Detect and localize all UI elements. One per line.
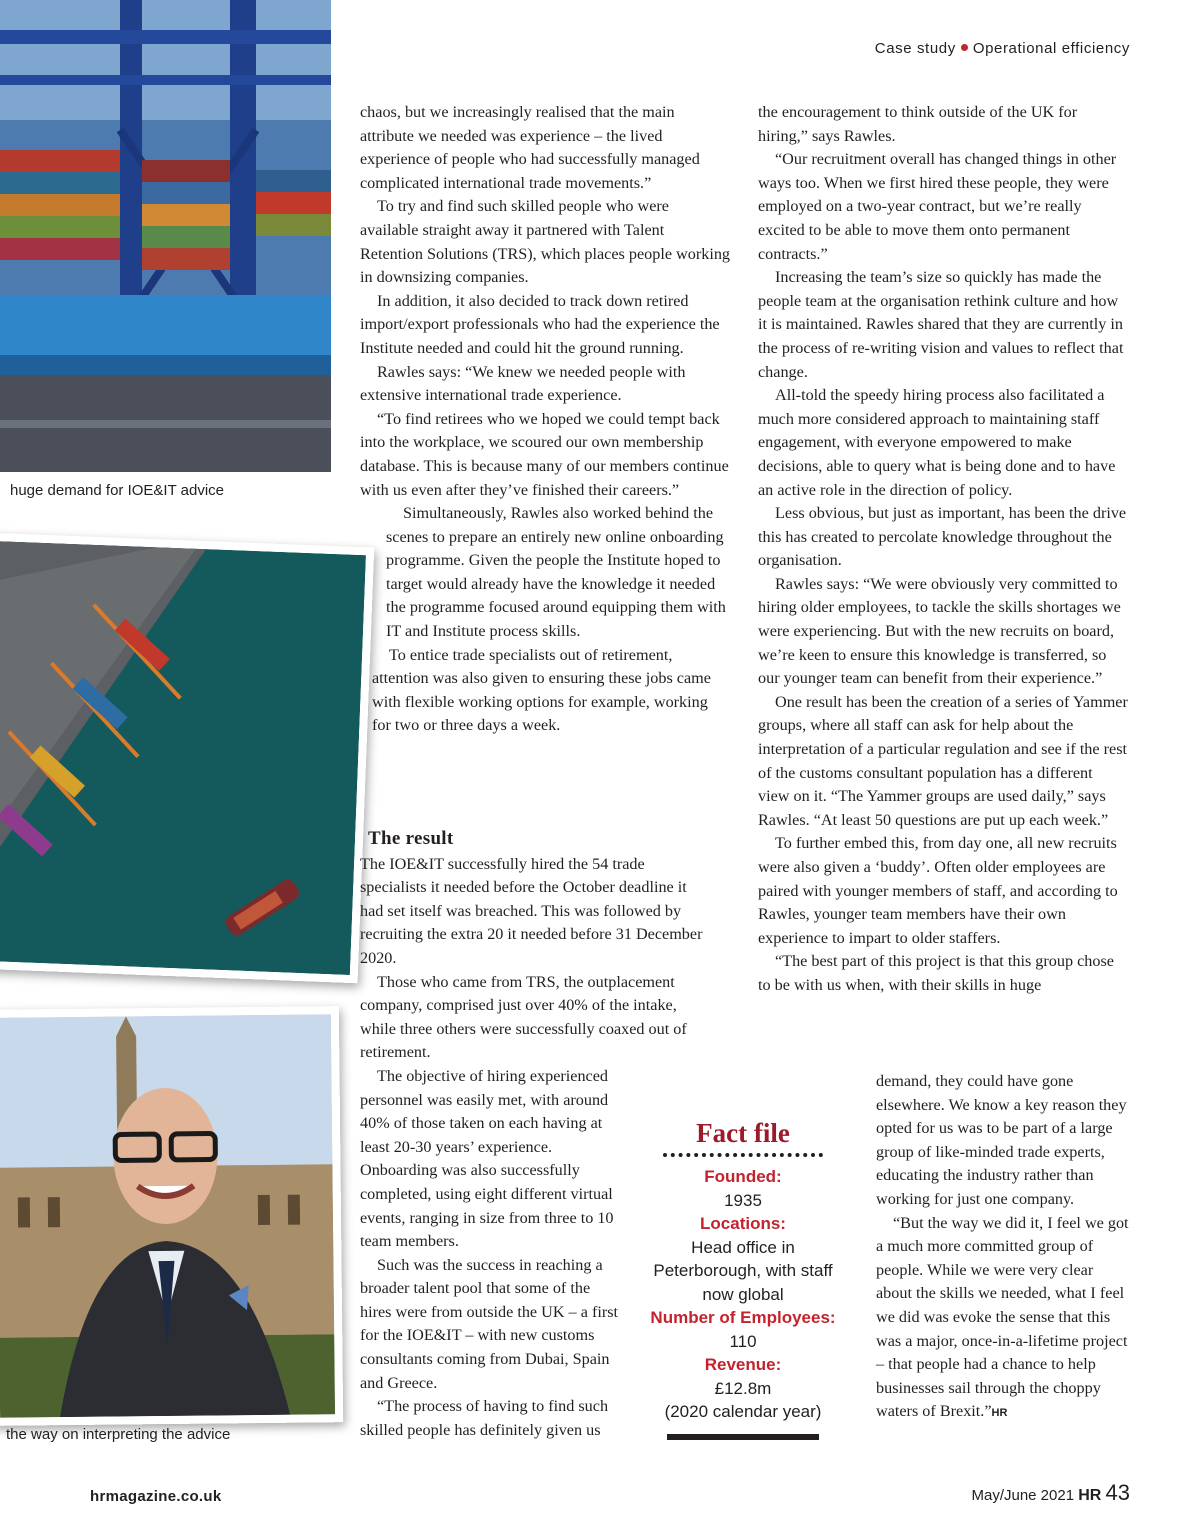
paragraph: “Our recruitment overall has changed things in other ways too. When we first hired these people, they were employed on a two-year contract, but we’re really excited to be able to move them onto permanent contracts.”: [758, 150, 1117, 263]
fact-value-employees: 110: [729, 1331, 757, 1351]
footer-issue: May/June 2021: [971, 1487, 1075, 1504]
paragraph: the encouragement to think outside of the UK for hiring,” says Rawles.: [758, 103, 1078, 145]
fact-value-revenue-note: (2020 calendar year): [664, 1402, 822, 1421]
footer-folio: [971, 1480, 1130, 1506]
article-column-left-upper: [360, 101, 730, 738]
end-mark: HR: [991, 1407, 1008, 1420]
fact-label-founded: Founded:: [704, 1167, 782, 1186]
paragraph: [876, 1212, 1132, 1426]
paragraph: The IOE&IT successfully hired the 54 trade specialists it needed before the October deadline it had set itself was breached. This was followed by recruiting the extra 20 it needed before 31 December 2020.: [360, 854, 703, 967]
paragraph: chaos, but we increasingly realised that the main attribute we needed was experience – the lived experience of people who had successfully managed complicated international trade movements.”: [360, 103, 700, 192]
footer-website: hrmagazine.co.uk: [90, 1488, 222, 1505]
paragraph: To further embed this, from day one, all new recruits were also given a ‘buddy’. Often older employees are paired with younger members of staff, and according to Rawles, younger team members have their own experience to impart to older staffers.: [758, 834, 1118, 947]
paragraph: Increasing the team’s size so quickly has made the people team at the organisation rethink culture and how it is maintained. Rawles shared that they are currently in the process of re-writing vision and values to reflect that change.: [758, 268, 1124, 381]
footer-brand: HR: [1078, 1487, 1102, 1504]
paragraph: Rawles says: “We were obviously very committed to hiring older employees, to tackle the skills shortages we were experiencing. But with the new recruits on board, we’re keen to ensure this knowledge is transferred, so our younger team can benefit from their experience.”: [758, 574, 1121, 688]
paragraph: “The process of having to find such skilled people has definitely given us: [360, 1397, 609, 1439]
paragraph: To entice trade specialists out of retirement, attention was also given to ensuring these jobs came with flexible working options for example, working for two or three days a week.: [372, 645, 711, 735]
container-port-crane-photo: [0, 0, 331, 472]
fact-file-box: [640, 1118, 846, 1440]
article-column-right-lower: [876, 1070, 1132, 1426]
port-crane-illustration: [0, 0, 331, 472]
photo-caption-bottom: the way on interpreting the advice: [6, 1426, 231, 1443]
closing-quote-text: “But the way we did it, I feel we got a much more committed group of people. While we were very clear about the skills we needed, what I feel we did was evoke the sense that this was a major, once-in-a-lifetime project – that people had a chance to help businesses sail through the choppy waters of Brexit.”: [876, 1213, 1129, 1421]
photo-caption-top: huge demand for IOE&IT advice: [10, 482, 225, 499]
page-number: 43: [1105, 1480, 1130, 1505]
running-header: [875, 40, 1130, 57]
header-dot-icon: [961, 44, 968, 51]
dotted-divider: [663, 1153, 823, 1157]
fact-value-locations: Head office in Peterborough, with staff now global: [653, 1237, 833, 1304]
paragraph: Those who came from TRS, the outplacement company, comprised just over 40% of the intake, while three others were successfully coaxed out of retirement.: [360, 972, 687, 1062]
portrait-man-glasses-photo: [0, 1006, 343, 1426]
aerial-container-port-photo: [0, 533, 374, 983]
fact-file-rule: [667, 1434, 819, 1440]
paragraph: “To find retirees who we hoped we could tempt back into the workplace, we scoured our own membership database. This is because many of our members continue with us even after they’ve finished their careers.”: [360, 409, 729, 499]
portrait-illustration: [0, 1014, 335, 1417]
paragraph: All-told the speedy hiring process also facilitated a much more considered approach to maintaining staff engagement, with everyone empowered to make decisions, able to query what is being done and to have an active role in the direction of policy.: [758, 386, 1116, 499]
fact-label-locations: Locations:: [700, 1214, 786, 1233]
paragraph: One result has been the creation of a series of Yammer groups, where all staff can ask for help about the interpretation of a particular regulation and see if the rest of the customs consultant population has a different view on it. “The Yammer groups are used daily,” says Rawles. “At least 50 questions are put up each week.”: [758, 692, 1128, 829]
fact-label-employees: Number of Employees:: [650, 1308, 836, 1327]
header-topic: Operational efficiency: [972, 40, 1130, 57]
paragraph: Such was the success in reaching a broader talent pool that some of the hires were from outside the UK – a first for the IOE&IT – with new customs consultants coming from Dubai, Spain and Greece.: [360, 1255, 619, 1392]
fact-value-revenue: £12.8m: [714, 1378, 772, 1398]
fact-file-title: Fact file: [696, 1118, 790, 1148]
paragraph: Simultaneously, Rawles also worked behind the scenes to prepare an entirely new online onboarding programme. Given the people the Institute hoped to target would already have the knowledge it needed the programme focused around equipping them with IT and Institute process skills.: [386, 504, 726, 641]
paragraph: To try and find such skilled people who were available straight away it partnered with Talent Retention Solutions (TRS), which places people working in downsizing companies.: [360, 197, 731, 287]
header-section: Case study: [874, 40, 956, 57]
section-heading-result: The result: [368, 828, 454, 849]
aerial-port-illustration: [0, 541, 366, 975]
paragraph: Rawles says: “We knew we needed people with extensive international trade experience.: [360, 362, 686, 405]
fact-label-revenue: Revenue:: [704, 1355, 782, 1374]
paragraph: The objective of hiring experienced personnel was easily met, with around 40% of those taken on each having at least 20-30 years’ experience. Onboarding was also successfully completed, using eight different virtual events, ranging in size from three to 10 team members.: [360, 1066, 614, 1251]
fact-value-founded: 1935: [724, 1190, 762, 1210]
paragraph: demand, they could have gone elsewhere. We know a key reason they opted for us was to be part of a large group of like-minded trade experts, educating the industry rather than working for just one company.: [876, 1072, 1127, 1208]
paragraph: In addition, it also decided to track down retired import/export professionals who had the experience the Institute needed and could hit the ground running.: [360, 291, 720, 357]
paragraph: Less obvious, but just as important, has been the drive this has created to percolate knowledge throughout the organisation.: [758, 504, 1127, 570]
paragraph: “The best part of this project is that this group chose to be with us when, with their skills in huge: [758, 952, 1114, 994]
article-column-right-upper: [758, 101, 1128, 998]
